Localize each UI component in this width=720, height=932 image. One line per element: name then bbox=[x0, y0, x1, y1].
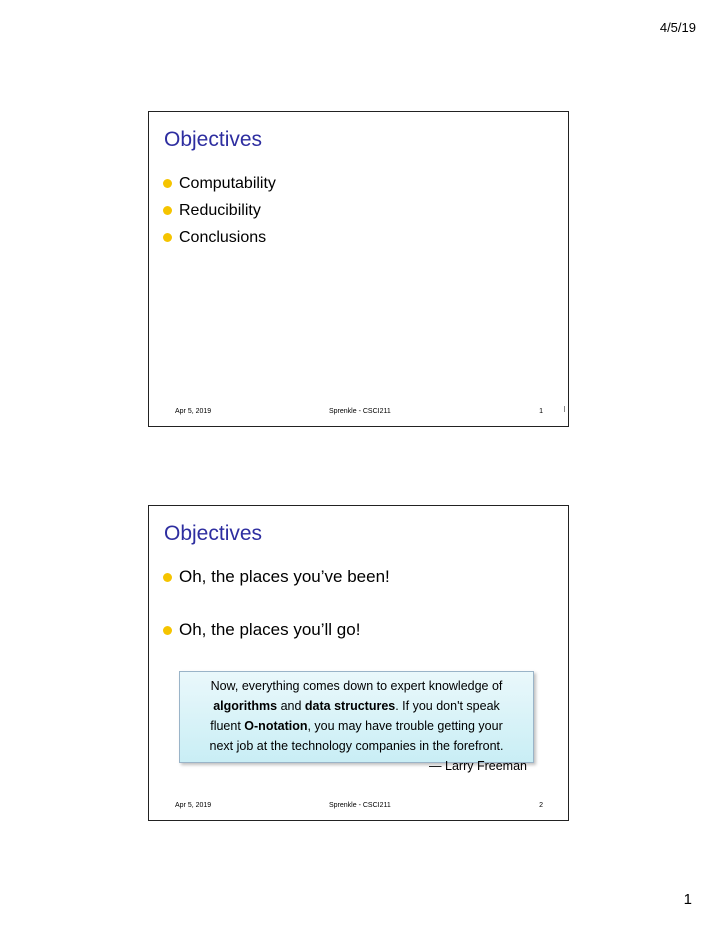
quote-box bbox=[179, 671, 534, 773]
slide-1 bbox=[148, 111, 569, 427]
bullet-icon bbox=[163, 573, 172, 582]
slide-2 bbox=[148, 505, 569, 821]
footer-slide-number: 2 bbox=[539, 802, 543, 809]
list-item: Reducibility bbox=[163, 197, 276, 224]
list-item: Conclusions bbox=[163, 224, 276, 251]
list-item: Oh, the places you’ll go! bbox=[163, 615, 390, 645]
bullet-icon bbox=[163, 626, 172, 635]
bullet-icon bbox=[163, 206, 172, 215]
quote-line: next job at the technology companies in the forefront. bbox=[209, 739, 504, 753]
quote-line: Now, everything comes down to expert knowledge of bbox=[210, 679, 503, 693]
slide-footer bbox=[149, 802, 568, 814]
quote-line: fluent O-notation, you may have trouble getting your bbox=[210, 719, 503, 733]
slide-title: Objectives bbox=[164, 128, 263, 151]
quote-line: algorithms and data structures. If you don't speak bbox=[213, 699, 500, 713]
list-item: Oh, the places you’ve been! bbox=[163, 562, 390, 592]
page-date: 4/5/19 bbox=[659, 20, 696, 35]
page-number: 1 bbox=[683, 891, 692, 908]
bullet-icon bbox=[163, 233, 172, 242]
quote-attribution: — Larry Freeman bbox=[429, 759, 527, 773]
footer-slide-number: 1 bbox=[539, 408, 543, 415]
footer-date: Apr 5, 2019 bbox=[175, 802, 212, 809]
slide-footer bbox=[149, 408, 568, 420]
bullet-list bbox=[163, 170, 276, 251]
slide-title: Objectives bbox=[164, 522, 263, 545]
footer-author-course: Sprenkle - CSCI211 bbox=[329, 408, 391, 415]
edge-mark bbox=[564, 406, 565, 412]
list-item: Computability bbox=[163, 170, 276, 197]
bullet-icon bbox=[163, 179, 172, 188]
bullet-list bbox=[163, 562, 390, 645]
footer-date: Apr 5, 2019 bbox=[175, 408, 212, 415]
footer-author-course: Sprenkle - CSCI211 bbox=[329, 802, 391, 809]
